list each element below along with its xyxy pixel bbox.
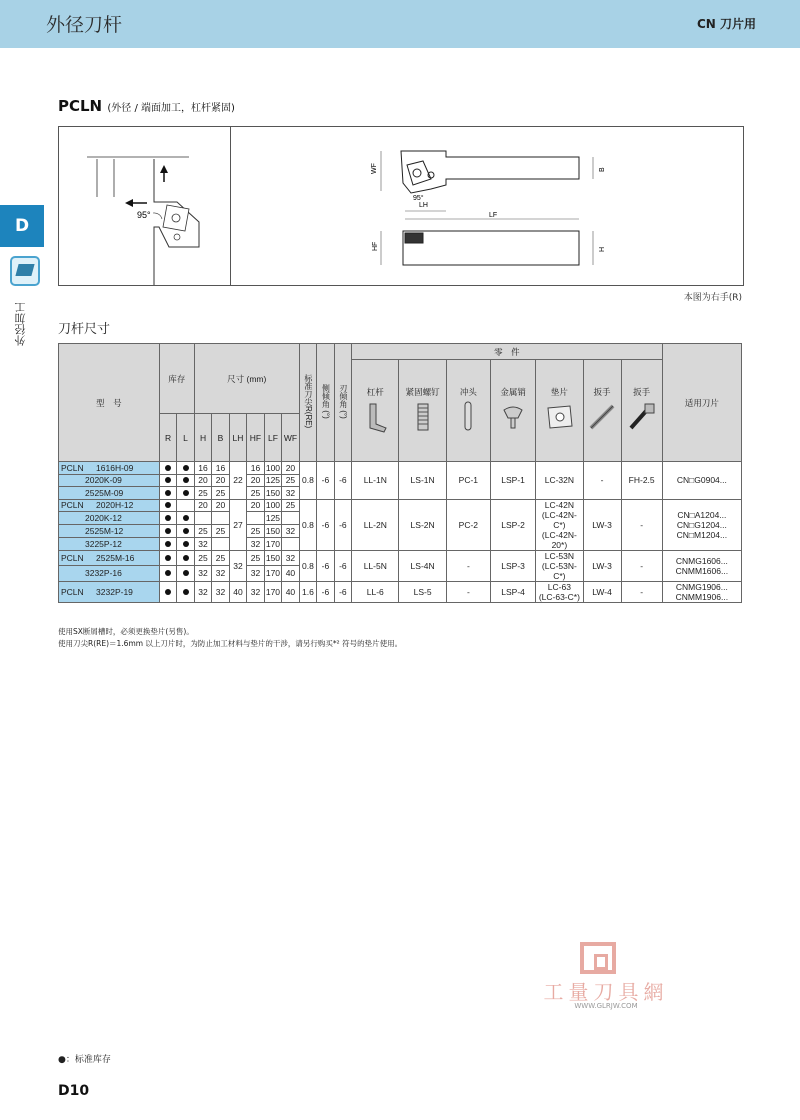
tool-holder-spec-table — [58, 343, 742, 603]
stock-l — [177, 537, 194, 550]
model-cell — [59, 537, 160, 550]
stock-l — [177, 462, 194, 475]
re-cell: 1.6 — [299, 581, 316, 602]
stock-l — [177, 499, 194, 512]
dim-wf-cell: 40 — [282, 581, 299, 602]
rake-angle-cell: -6 — [334, 581, 351, 602]
re-cell: 0.8 — [299, 550, 316, 581]
insert-cell: CN□G0904... — [662, 462, 741, 500]
part-cell-6: FH-2.5 — [621, 462, 662, 500]
stock-l — [177, 474, 194, 487]
dim-h-cell: 32 — [194, 537, 211, 550]
dim-hf-cell — [247, 512, 264, 525]
dim-lf-cell: 125 — [265, 475, 281, 486]
part-cell-3: LSP-2 — [490, 499, 535, 550]
side-angle-cell: -6 — [317, 499, 334, 550]
part-cell-1: LS-5 — [399, 581, 446, 602]
dim-wf-cell: 32 — [282, 525, 299, 538]
stock-dot — [165, 570, 171, 576]
part-cell-0: LL-5N — [352, 550, 399, 581]
stock-l — [177, 581, 194, 602]
dim-hf-cell: 32 — [247, 566, 264, 582]
part-label: 扳手 — [584, 386, 621, 398]
stock-dot — [183, 555, 189, 561]
stock-r — [159, 581, 176, 602]
part-cell-6: - — [621, 550, 662, 581]
model-code: 2525M-12 — [85, 525, 124, 536]
part-cell-4: LC-63 (LC-63-C*) — [536, 581, 583, 602]
stock-dot — [183, 490, 189, 496]
page-title: 外径刀杆 — [46, 14, 123, 36]
col-rake-angle: 刃倾角 (°) — [338, 384, 348, 419]
stock-r — [159, 525, 176, 538]
col-part-2 — [446, 360, 490, 462]
shim-icon — [544, 400, 574, 434]
dim-wf-cell: 20 — [282, 462, 299, 475]
dim-lf-cell: 170 — [264, 581, 281, 602]
dim-lf-cell: 100 — [265, 462, 281, 473]
part-cell-3: LSP-1 — [490, 462, 535, 500]
dim-hf-cell: 20 — [247, 474, 264, 487]
col-part-5 — [583, 360, 621, 462]
page-number: D10 — [58, 1083, 90, 1099]
stock-r — [159, 566, 176, 582]
stock-dot — [183, 465, 189, 471]
part-cell-2: - — [446, 581, 490, 602]
dim-h-cell: 25 — [194, 550, 211, 566]
rake-angle-cell: -6 — [334, 550, 351, 581]
stock-dot — [165, 490, 171, 496]
approach-angle-label-right: 95° — [413, 195, 424, 202]
col-part-1 — [399, 360, 446, 462]
section-title — [58, 97, 235, 115]
logo-url: WWW.GLRJW.COM — [574, 1002, 638, 1010]
stock-legend: ●：标准库存 — [58, 1055, 111, 1065]
part-cell-3: LSP-3 — [490, 550, 535, 581]
lever-icon — [360, 400, 390, 434]
part-cell-5: - — [583, 462, 621, 500]
model-code: 3225P-12 — [85, 538, 122, 549]
col-part-6 — [621, 360, 662, 462]
table-row — [59, 550, 742, 566]
dim-h-cell: 32 — [194, 581, 211, 602]
dim-h-cell: 25 — [194, 525, 211, 538]
dim-h-cell: 20 — [194, 474, 211, 487]
stock-dot — [165, 502, 171, 508]
dim-wf-cell: 32 — [282, 487, 299, 500]
model-cell — [59, 462, 160, 475]
col-model: 型 号 — [59, 344, 160, 462]
part-label: 冲头 — [447, 386, 490, 398]
table-row — [59, 462, 742, 475]
dim-lh-cell: 22 — [229, 462, 246, 500]
dim-b-cell: 25 — [212, 487, 229, 500]
part-label: 金属销 — [491, 386, 535, 398]
dim-lf-cell: 100 — [265, 500, 281, 511]
dim-b-cell: 32 — [212, 566, 229, 582]
model-prefix: PCLN — [61, 462, 84, 473]
dim-b-cell — [212, 512, 229, 525]
dim-b-cell: 25 — [212, 525, 229, 538]
part-cell-5: LW-4 — [583, 581, 621, 602]
dim-h-cell: 16 — [194, 462, 211, 475]
stock-dot — [183, 570, 189, 576]
stock-dot — [183, 515, 189, 521]
stock-r — [159, 474, 176, 487]
rake-angle-cell: -6 — [334, 499, 351, 550]
col-b: B — [212, 414, 229, 462]
model-cell — [59, 525, 160, 538]
stock-dot — [165, 477, 171, 483]
dim-wf-cell: 32 — [282, 550, 299, 566]
side-angle-cell: -6 — [317, 550, 334, 581]
section-subtitle: (外径 / 端面加工，杠杆紧固) — [107, 103, 235, 114]
model-code: 2020H-12 — [93, 500, 134, 511]
dim-h-cell — [194, 512, 211, 525]
stock-r — [159, 512, 176, 525]
col-lh: LH — [229, 414, 246, 462]
model-code: 3232P-16 — [85, 568, 122, 579]
dim-hf-cell: 20 — [247, 499, 264, 512]
stock-dot — [165, 589, 171, 595]
stock-r — [159, 550, 176, 566]
part-label: 垫片 — [536, 386, 582, 398]
dim-hf-cell: 16 — [247, 462, 264, 475]
stock-dot — [165, 555, 171, 561]
logo-name: 工量刀具網 — [543, 980, 669, 1004]
dim-wf-cell: 40 — [282, 566, 299, 582]
col-wf: WF — [282, 414, 299, 462]
dim-wf: WF — [371, 163, 378, 174]
model-prefix: PCLN — [61, 500, 84, 511]
part-cell-4: LC-53N (LC-53N-C*) — [536, 550, 583, 581]
section-code: PCLN — [58, 97, 103, 115]
stock-l — [177, 550, 194, 566]
clamp-screw-icon — [408, 400, 438, 434]
model-cell — [59, 512, 160, 525]
dim-h-cell: 32 — [194, 566, 211, 582]
model-prefix: PCLN — [61, 586, 84, 597]
stock-l — [177, 566, 194, 582]
part-cell-4: LC-42N (LC-42N-C*) (LC-42N-20*) — [536, 499, 583, 550]
col-part-3 — [490, 360, 535, 462]
col-part-4 — [536, 360, 583, 462]
dim-lh-cell: 27 — [229, 499, 246, 550]
dim-b-cell: 32 — [212, 581, 229, 602]
dim-wf-cell — [282, 512, 299, 525]
model-code: 3232P-19 — [93, 586, 133, 597]
dim-b-cell: 20 — [212, 499, 229, 512]
dim-hf-cell: 32 — [247, 581, 264, 602]
dim-wf-cell: 25 — [282, 499, 299, 512]
model-code: 2525M-16 — [93, 552, 135, 563]
part-cell-0: LL-1N — [352, 462, 399, 500]
dim-hf-cell: 25 — [247, 487, 264, 500]
dim-hf-cell: 32 — [247, 537, 264, 550]
col-stock: 库存 — [159, 344, 194, 414]
stock-l — [177, 487, 194, 500]
col-part-0 — [352, 360, 399, 462]
part-cell-4: LC-32N — [536, 462, 583, 500]
part-cell-1: LS-2N — [399, 499, 446, 550]
stock-dot — [165, 528, 171, 534]
model-cell — [59, 581, 160, 602]
model-cell — [59, 487, 160, 500]
part-cell-5: LW-3 — [583, 550, 621, 581]
rake-angle-cell: -6 — [334, 462, 351, 500]
watermark-logo — [536, 942, 676, 1012]
stock-l — [177, 512, 194, 525]
table-title: 刀杆尺寸 — [58, 322, 111, 337]
dim-b-cell: 25 — [212, 550, 229, 566]
wrench-icon — [587, 400, 617, 434]
part-cell-0: LL-6 — [352, 581, 399, 602]
dim-lf-cell: 170 — [265, 538, 281, 549]
dim-hf-cell: 25 — [247, 525, 264, 538]
col-corner-radius: 标准刀尖R(RE) — [303, 374, 313, 429]
dim-b-cell — [212, 537, 229, 550]
page-header — [0, 0, 800, 48]
part-cell-0: LL-2N — [352, 499, 399, 550]
dim-lh: LH — [419, 202, 428, 209]
part-cell-2: PC-1 — [446, 462, 490, 500]
col-r-stock: R — [159, 414, 176, 462]
col-hf: HF — [247, 414, 264, 462]
header-category: CN 刀片用 — [696, 17, 756, 31]
chapter-label: 外径加工 — [14, 302, 27, 346]
col-applicable-insert: 适用刀片 — [662, 344, 741, 462]
dim-b-cell: 20 — [212, 474, 229, 487]
stock-r — [159, 499, 176, 512]
insert-cell: CN□A1204... CN□G1204... CN□M1204... — [662, 499, 741, 550]
chapter-tab[interactable]: D — [0, 205, 44, 247]
col-side-angle: 侧倾角 (°) — [321, 384, 331, 419]
dim-h: H — [599, 246, 606, 252]
table-row — [59, 499, 742, 512]
approach-angle-label-left: 95° — [137, 210, 151, 220]
table-row — [59, 581, 742, 602]
re-cell: 0.8 — [299, 499, 316, 550]
part-cell-1: LS-4N — [399, 550, 446, 581]
part-cell-5: LW-3 — [583, 499, 621, 550]
stock-l — [177, 525, 194, 538]
part-label: 扳手 — [622, 386, 662, 398]
dim-lf-cell: 150 — [264, 550, 281, 566]
part-label: 紧固螺钉 — [399, 386, 445, 398]
col-l-stock: L — [177, 414, 194, 462]
stock-r — [159, 462, 176, 475]
model-code: 1616H-09 — [93, 462, 134, 473]
insert-cell: CNMG1906... CNMM1906... — [662, 581, 741, 602]
col-parts: 零 件 — [352, 344, 663, 360]
stock-dot — [183, 589, 189, 595]
model-cell — [59, 499, 160, 512]
footnote-2: 使用刀尖R(RE)＝1.6mm 以上刀片时，为防止加工材料与垫片的干涉，请另行购买*² 符号的垫片使用。 — [58, 639, 403, 648]
tool-side-views-drawing — [231, 127, 745, 285]
dim-lh-cell: 32 — [229, 550, 246, 581]
col-h: H — [194, 414, 211, 462]
part-cell-2: PC-2 — [446, 499, 490, 550]
turning-tool-icon — [10, 256, 40, 286]
part-cell-1: LS-1N — [399, 462, 446, 500]
dim-lf: LF — [489, 212, 498, 219]
tool-top-view-drawing — [59, 127, 230, 285]
stock-dot — [165, 515, 171, 521]
dim-h-cell: 20 — [194, 499, 211, 512]
model-code: 2525M-09 — [85, 487, 124, 498]
dim-wf-cell — [282, 537, 299, 550]
dim-hf: HF — [372, 241, 379, 251]
stock-dot — [183, 528, 189, 534]
model-code: 2020K-09 — [85, 475, 122, 486]
dim-lf-cell: 170 — [264, 566, 281, 582]
side-angle-cell: -6 — [317, 462, 334, 500]
stock-dot — [183, 541, 189, 547]
drawing-note: 本图为右手(R) — [683, 293, 742, 303]
dim-lf-cell: 125 — [265, 513, 281, 524]
punch-icon — [453, 400, 483, 434]
dim-lf-cell: 150 — [265, 525, 281, 536]
dim-b: B — [599, 167, 606, 172]
footnote-1: 使用SX断屑槽时，必须更换垫片(另售)。 — [58, 627, 194, 636]
stock-r — [159, 487, 176, 500]
dim-lf-cell: 150 — [265, 487, 281, 498]
model-prefix: PCLN — [61, 552, 84, 563]
dim-wf-cell: 25 — [282, 474, 299, 487]
insert-cell: CNMG1606... CNMM1606... — [662, 550, 741, 581]
dim-hf-cell: 25 — [247, 550, 264, 566]
metal-pin-icon — [498, 400, 528, 434]
dim-lh-cell: 40 — [229, 581, 246, 602]
stock-dot — [165, 541, 171, 547]
tool-drawing — [58, 126, 744, 286]
model-cell — [59, 566, 160, 582]
dim-b-cell: 16 — [212, 462, 229, 475]
part-cell-6: - — [621, 499, 662, 550]
stock-r — [159, 537, 176, 550]
re-cell: 0.8 — [299, 462, 316, 500]
stock-dot — [183, 477, 189, 483]
model-cell — [59, 550, 160, 566]
col-lf: LF — [264, 414, 281, 462]
part-cell-6: - — [621, 581, 662, 602]
wrench-icon — [627, 400, 657, 434]
part-label: 杠杆 — [352, 386, 398, 398]
stock-dot — [165, 465, 171, 471]
col-dimensions: 尺寸 (mm) — [194, 344, 299, 414]
model-cell — [59, 474, 160, 487]
dim-h-cell: 25 — [194, 487, 211, 500]
table-footnotes — [58, 626, 402, 650]
part-cell-2: - — [446, 550, 490, 581]
side-angle-cell: -6 — [317, 581, 334, 602]
part-cell-3: LSP-4 — [490, 581, 535, 602]
model-code: 2020K-12 — [85, 513, 122, 524]
